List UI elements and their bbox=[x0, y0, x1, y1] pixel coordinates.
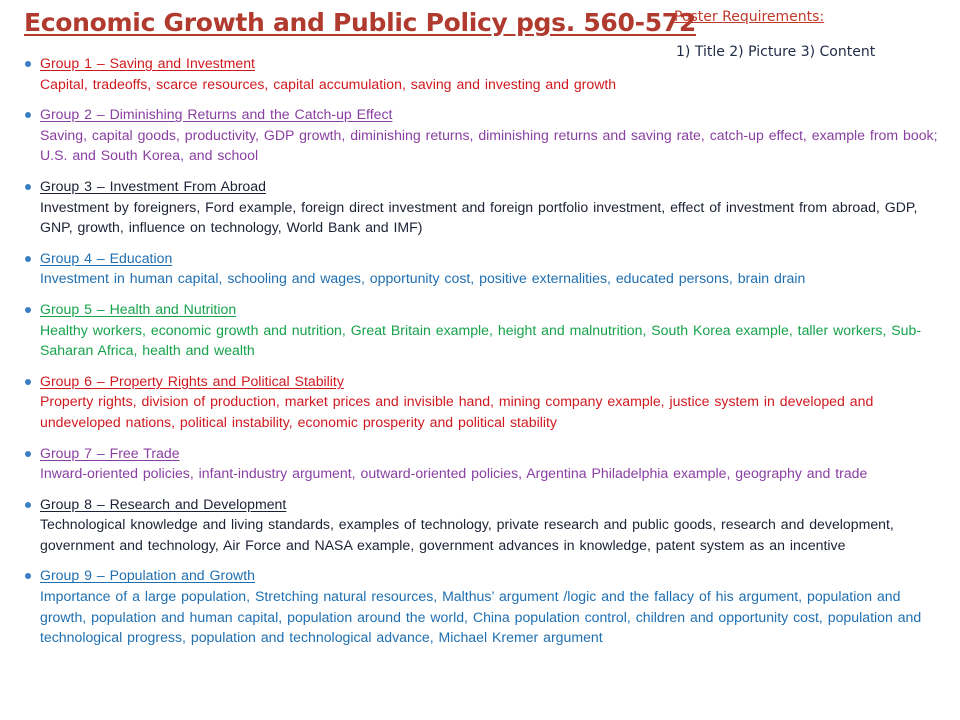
group-title: Group 6 – Property Rights and Political Stability bbox=[40, 372, 344, 389]
group-item-2 bbox=[0, 104, 940, 166]
group-item-1 bbox=[0, 53, 940, 94]
group-description: Inward-oriented policies, infant-industry argument, outward-oriented policies, Argentina Philadelphia example, geography and trade bbox=[40, 465, 868, 482]
group-title: Group 8 – Research and Development bbox=[40, 495, 287, 512]
bullet-icon bbox=[25, 184, 31, 190]
group-title: Group 9 – Population and Growth bbox=[40, 567, 255, 584]
group-item-3 bbox=[0, 176, 940, 238]
group-description: Healthy workers, economic growth and nutrition, Great Britain example, height and malnutrition, South Korea example, taller workers, Sub-Saharan Africa, health and wealth bbox=[40, 321, 922, 359]
bullet-icon bbox=[25, 112, 31, 118]
poster-requirements-text: 1) Title 2) Picture 3) Content bbox=[676, 44, 876, 60]
group-item-6 bbox=[0, 371, 940, 433]
group-title: Group 3 – Investment From Abroad bbox=[40, 177, 266, 194]
group-title: Group 2 – Diminishing Returns and the Catch-up Effect bbox=[40, 106, 393, 123]
bullet-icon bbox=[25, 451, 31, 457]
group-description: Importance of a large population, Stretching natural resources, Malthus’ argument /logic and the fallacy of his argument, population and growth, population and human capital, population around the world, China population control, children and opportunity cost, population and technological progress, population and technological advance, Michael Kremer argument bbox=[40, 588, 922, 646]
bullet-icon bbox=[25, 573, 31, 579]
group-item-4 bbox=[0, 248, 940, 289]
bullet-icon bbox=[25, 307, 31, 313]
group-description: Technological knowledge and living standards, examples of technology, private research and public goods, research and development, government and technology, Air Force and NASA example, government advances in knowledge, patent system as an incentive bbox=[40, 516, 894, 553]
group-item-9 bbox=[0, 565, 940, 647]
group-item-5 bbox=[0, 299, 940, 361]
bullet-icon bbox=[25, 61, 31, 67]
group-list bbox=[0, 53, 940, 658]
group-title: Group 5 – Health and Nutrition bbox=[40, 300, 237, 317]
group-item-7 bbox=[0, 443, 940, 484]
group-title: Group 4 – Education bbox=[40, 249, 173, 266]
group-description: Property rights, division of production, market prices and invisible hand, mining company example, justice system in developed and undeveloped nations, political instability, economic prosperity and political stability bbox=[40, 393, 874, 430]
group-description: Investment in human capital, schooling and wages, opportunity cost, positive externalities, educated persons, brain drain bbox=[40, 270, 806, 287]
bullet-icon bbox=[25, 502, 31, 508]
poster-requirements-heading: Poster Requirements: bbox=[674, 9, 825, 25]
group-description: Investment by foreigners, Ford example, foreign direct investment and foreign portfolio investment, effect of investment from abroad, GDP, GNP, growth, influence on technology, World Bank and IMF) bbox=[40, 198, 918, 236]
group-description: Capital, tradeoffs, scarce resources, capital accumulation, saving and investing and growth bbox=[40, 75, 617, 92]
bullet-icon bbox=[25, 256, 31, 262]
bullet-icon bbox=[25, 379, 31, 385]
group-title: Group 1 – Saving and Investment bbox=[40, 55, 255, 71]
group-title: Group 7 – Free Trade bbox=[40, 444, 180, 461]
group-item-8 bbox=[0, 494, 940, 556]
group-description: Saving, capital goods, productivity, GDP growth, diminishing returns, diminishing returns and saving rate, catch-up effect, example from book; U.S. and South Korea, and school bbox=[40, 126, 938, 164]
page-title: Economic Growth and Public Policy pgs. 560-572 bbox=[24, 8, 696, 37]
